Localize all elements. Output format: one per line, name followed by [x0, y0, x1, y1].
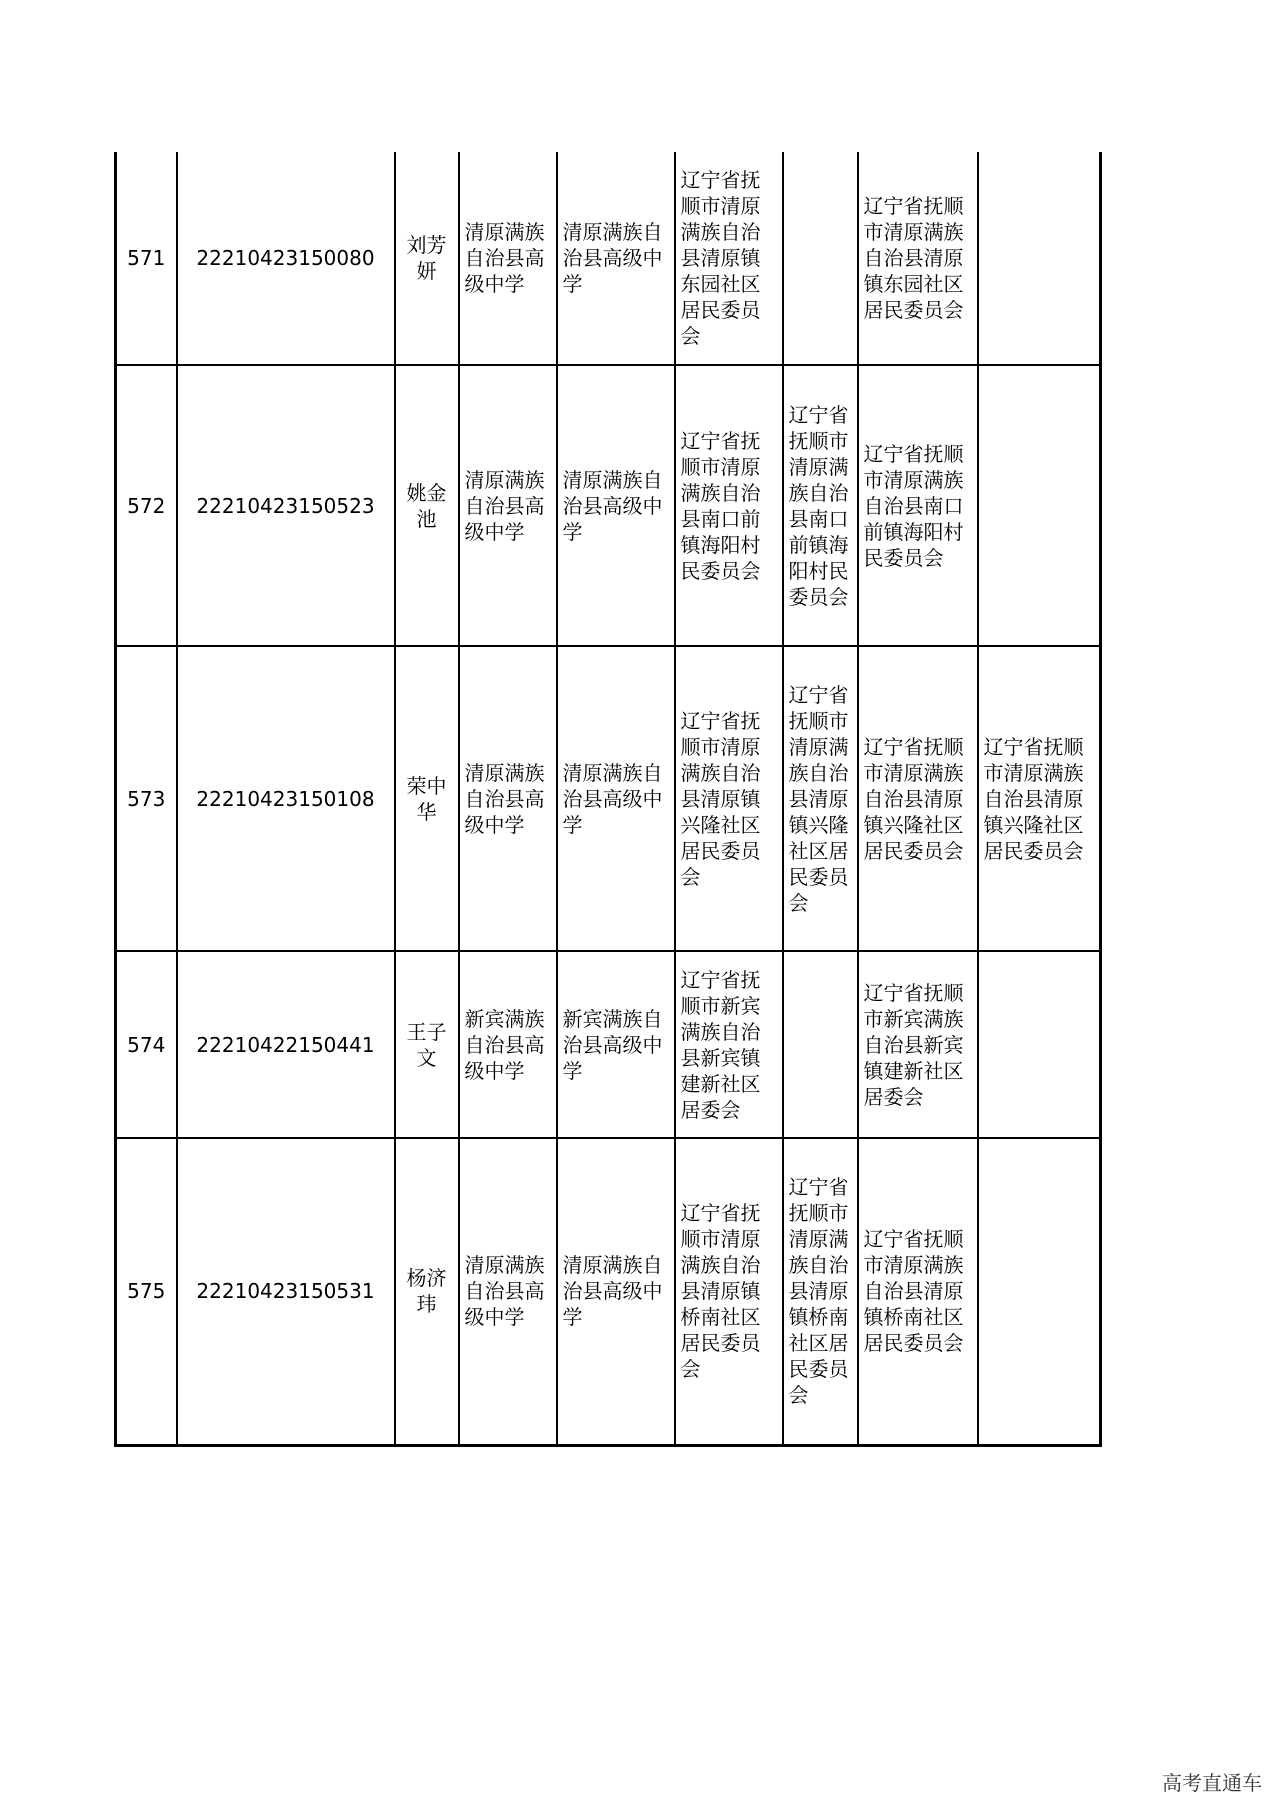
seq-cell: 571 [116, 152, 177, 365]
grad-school-cell: 清原满族自治县高级中学 [557, 365, 675, 646]
name-cell: 刘芳妍 [395, 152, 459, 365]
school-cell: 新宾满族自治县高级中学 [459, 951, 557, 1138]
watermark-text: 高考直通车 [1162, 1771, 1262, 1795]
name-cell: 荣中华 [395, 646, 459, 951]
address-cell: 辽宁省抚顺市清原满族自治县南口前镇海阳村民委员会 [783, 365, 858, 646]
address-cell: 辽宁省抚顺市清原满族自治县清原镇兴隆社区居民委员会 [675, 646, 783, 951]
address-cell: 辽宁省抚顺市新宾满族自治县新宾镇建新社区居委会 [858, 951, 978, 1138]
candidate-table [114, 152, 1102, 1447]
table-row [116, 646, 1101, 951]
grad-school-cell: 新宾满族自治县高级中学 [557, 951, 675, 1138]
seq-cell: 572 [116, 365, 177, 646]
school-cell: 清原满族自治县高级中学 [459, 365, 557, 646]
address-cell: 辽宁省抚顺市清原满族自治县南口前镇海阳村民委员会 [858, 365, 978, 646]
address-cell: 辽宁省抚顺市清原满族自治县清原镇兴隆社区居民委员会 [858, 646, 978, 951]
table-row [116, 365, 1101, 646]
school-cell: 清原满族自治县高级中学 [459, 152, 557, 365]
address-cell: 辽宁省抚顺市新宾满族自治县新宾镇建新社区居委会 [675, 951, 783, 1138]
seq-cell: 574 [116, 951, 177, 1138]
candidate-id-cell: 22210423150108 [177, 646, 395, 951]
name-cell: 杨济玮 [395, 1138, 459, 1445]
address-cell [978, 951, 1101, 1138]
address-cell [783, 152, 858, 365]
grad-school-cell: 清原满族自治县高级中学 [557, 152, 675, 365]
table-row [116, 951, 1101, 1138]
name-cell: 王子文 [395, 951, 459, 1138]
address-cell: 辽宁省抚顺市清原满族自治县南口前镇海阳村民委员会 [675, 365, 783, 646]
address-cell: 辽宁省抚顺市清原满族自治县清原镇桥南社区居民委员会 [783, 1138, 858, 1445]
candidate-id-cell: 22210422150441 [177, 951, 395, 1138]
table-row [116, 152, 1101, 365]
candidate-id-cell: 22210423150523 [177, 365, 395, 646]
address-cell [978, 152, 1101, 365]
address-cell: 辽宁省抚顺市清原满族自治县清原镇兴隆社区居民委员会 [783, 646, 858, 951]
address-cell [783, 951, 858, 1138]
candidate-id-cell: 22210423150080 [177, 152, 395, 365]
table-row [116, 1138, 1101, 1445]
address-cell [978, 365, 1101, 646]
seq-cell: 575 [116, 1138, 177, 1445]
address-cell: 辽宁省抚顺市清原满族自治县清原镇东园社区居民委员会 [675, 152, 783, 365]
address-cell: 辽宁省抚顺市清原满族自治县清原镇东园社区居民委员会 [858, 152, 978, 365]
candidate-id-cell: 22210423150531 [177, 1138, 395, 1445]
address-cell: 辽宁省抚顺市清原满族自治县清原镇兴隆社区居民委员会 [978, 646, 1101, 951]
seq-cell: 573 [116, 646, 177, 951]
school-cell: 清原满族自治县高级中学 [459, 646, 557, 951]
grad-school-cell: 清原满族自治县高级中学 [557, 1138, 675, 1445]
address-cell [978, 1138, 1101, 1445]
school-cell: 清原满族自治县高级中学 [459, 1138, 557, 1445]
name-cell: 姚金池 [395, 365, 459, 646]
address-cell: 辽宁省抚顺市清原满族自治县清原镇桥南社区居民委员会 [675, 1138, 783, 1445]
address-cell: 辽宁省抚顺市清原满族自治县清原镇桥南社区居民委员会 [858, 1138, 978, 1445]
grad-school-cell: 清原满族自治县高级中学 [557, 646, 675, 951]
